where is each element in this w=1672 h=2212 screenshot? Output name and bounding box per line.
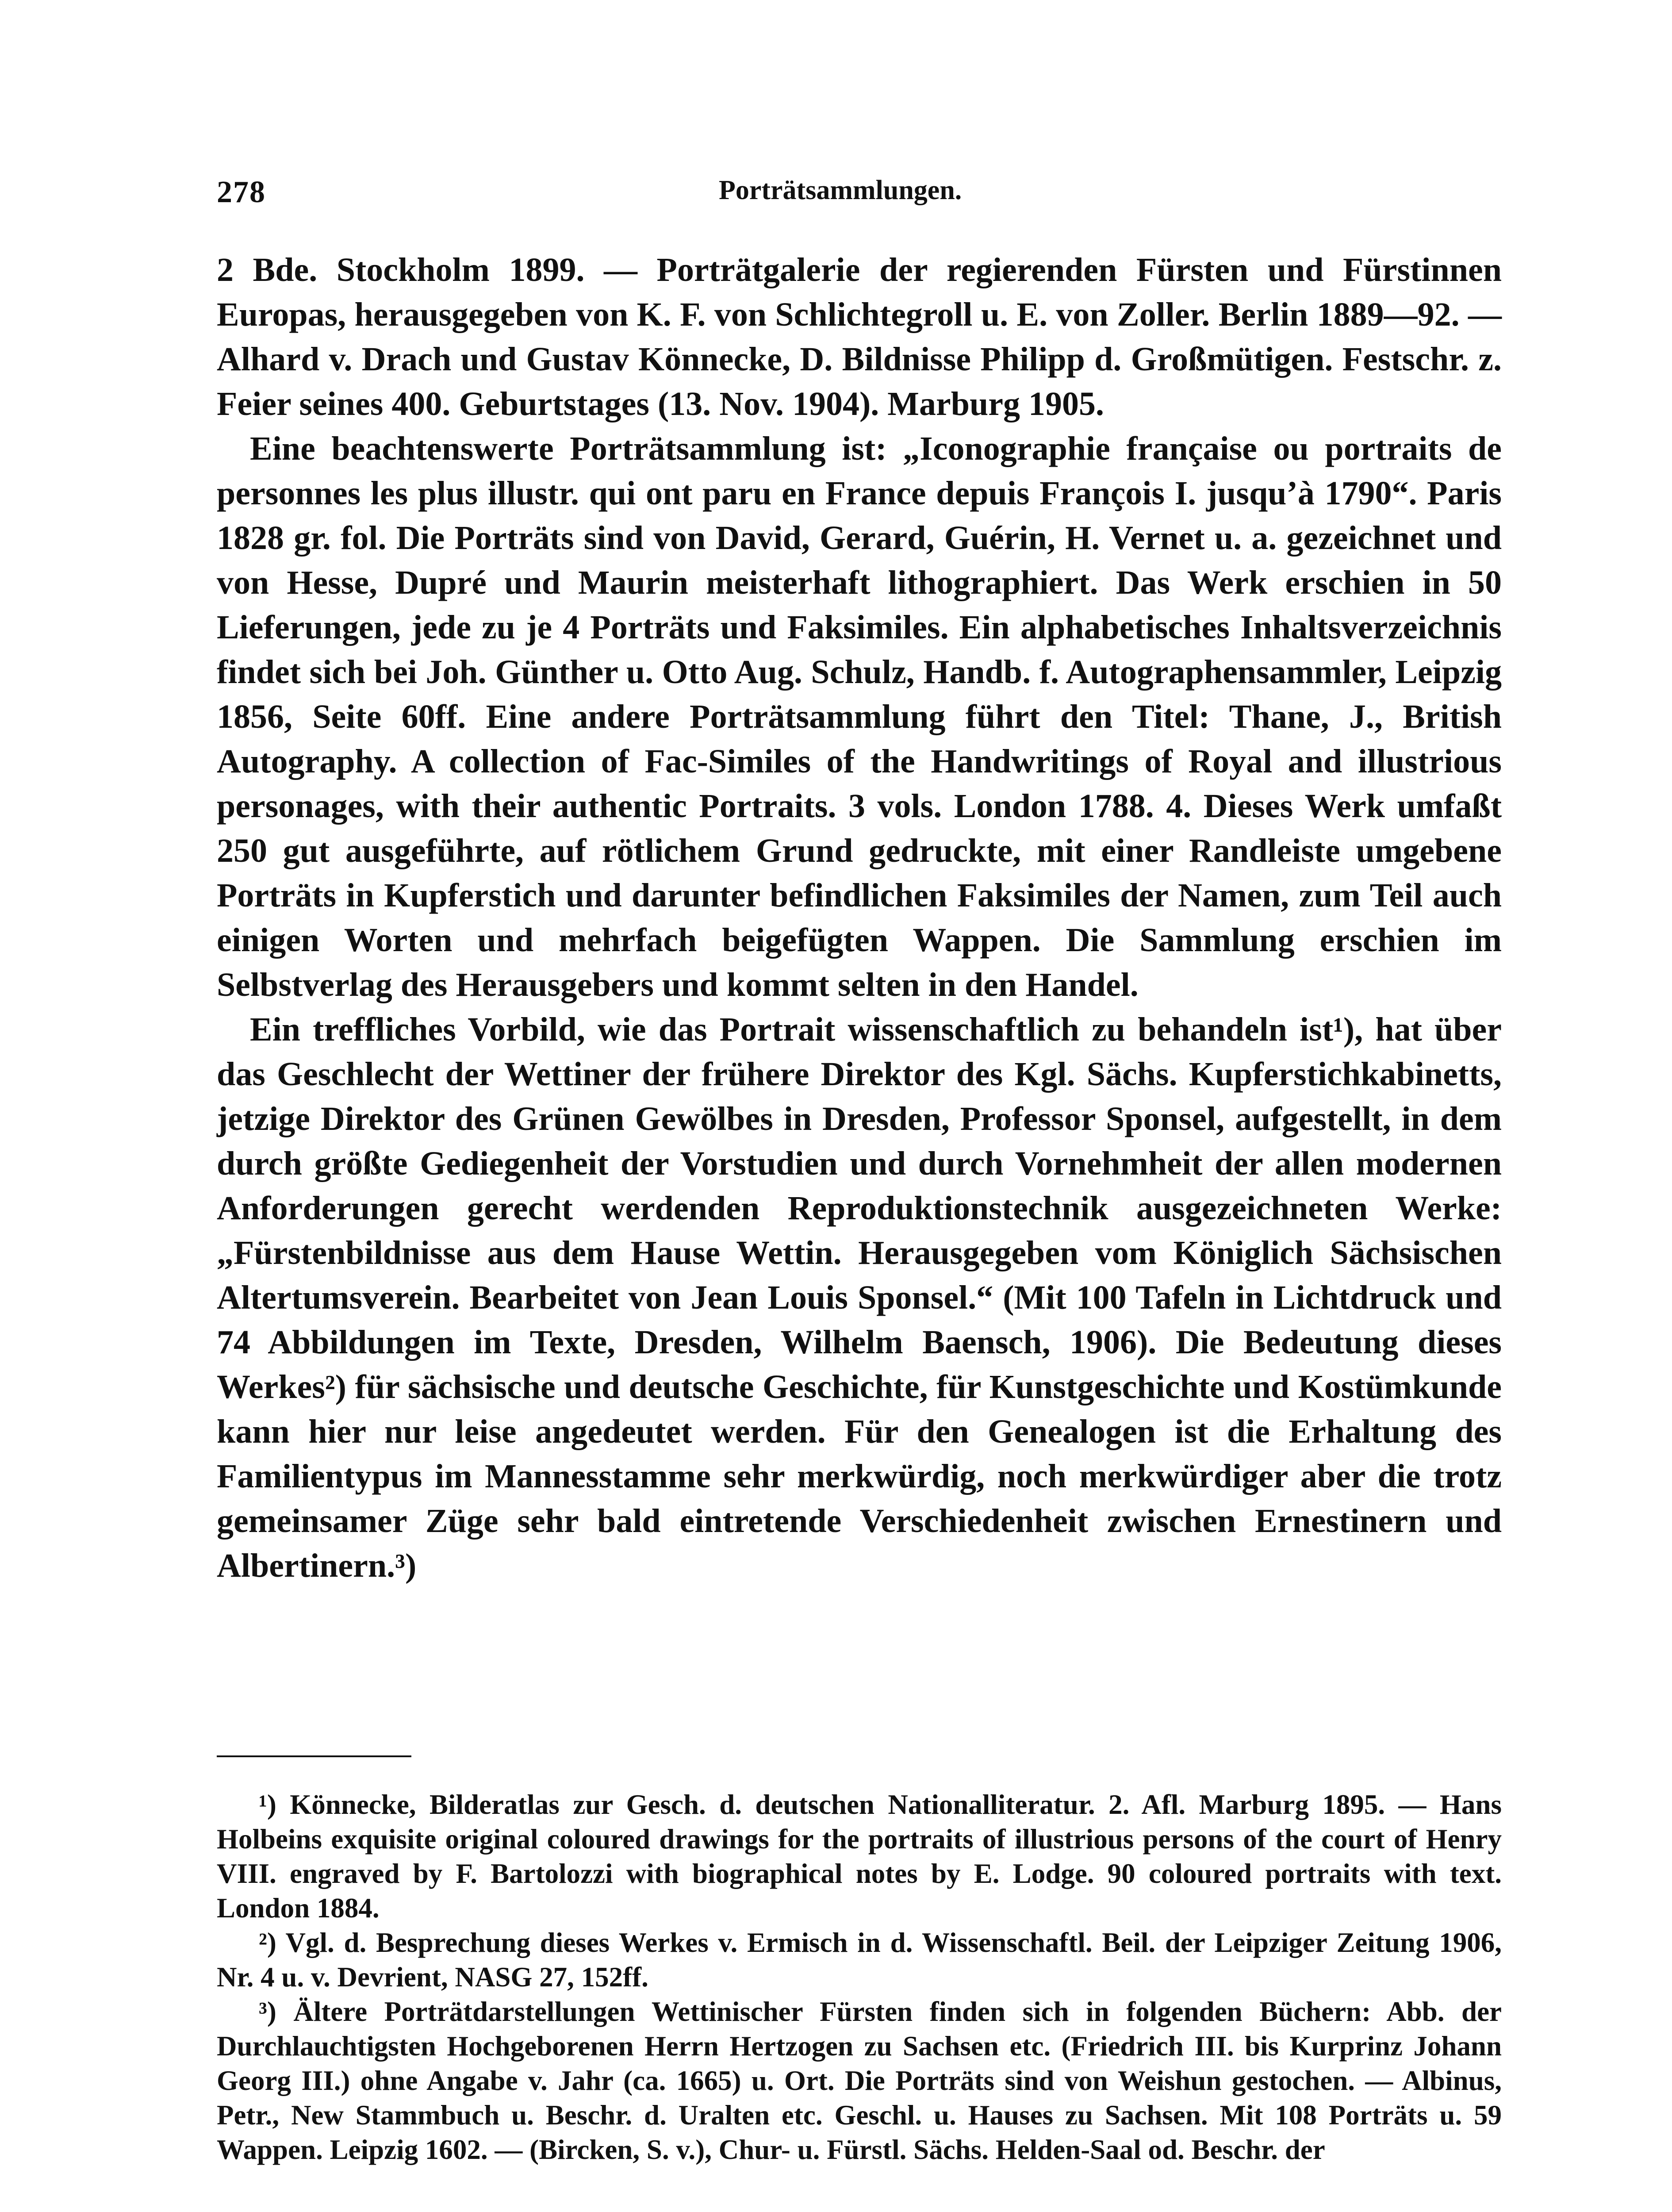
page-number: 278	[217, 175, 266, 209]
page-header	[217, 175, 1502, 210]
footnote: ³) Ältere Porträtdarstellungen Wettinischer Fürsten finden sich in folgenden Büchern: Abb. der Durchlauchtigsten Hochgeborenen Herrn Hertzogen zu Sachsen etc. (Friedrich III. bis Kurprinz Johann Georg III.) ohne Angabe v. Jahr (ca. 1665) u. Ort. Die Porträts sind von Weishun gestochen. — Albinus, Petr., New Stammbuch u. Beschr. d. Uralten etc. Geschl. u. Hauses zu Sachsen. Mit 108 Porträts u. 59 Wappen. Leipzig 1602. — (Bircken, S. v.), Chur- u. Fürstl. Sächs. Helden-Saal od. Beschr. der	[217, 1996, 1502, 2165]
main-text	[217, 248, 1502, 1588]
paragraph: Ein treffliches Vorbild, wie das Portrait wissenschaftlich zu behandeln ist¹), hat über das Geschlecht der Wettiner der frühere Direktor des Kgl. Sächs. Kupferstichkabinetts, jetzige Direktor des Grünen Gewölbes in Dresden, Professor Sponsel, aufgestellt, in dem durch größte Gediegenheit der Vorstudien und durch Vornehmheit der allen modernen Anforderungen gerecht werdenden Reproduktionstechnik ausgezeichneten Werke: „Fürstenbildnisse aus dem Hause Wettin. Herausgegeben vom Königlich Sächsischen Altertumsverein. Bearbeitet von Jean Louis Sponsel.“ (Mit 100 Tafeln in Lichtdruck und 74 Abbildungen im Texte, Dresden, Wilhelm Baensch, 1906). Die Bedeutung dieses Werkes²) für sächsische und deutsche Geschichte, für Kunstgeschichte und Kostümkunde kann hier nur leise angedeutet werden. Für den Genealogen ist die Erhaltung des Familientypus im Mannesstamme sehr merkwürdig, noch merkwürdiger aber die trotz gemeinsamer Züge sehr bald eintretende Verschiedenheit zwischen Ernestinern und Albertinern.³)	[217, 1011, 1502, 1584]
running-title: Porträtsammlungen.	[719, 175, 962, 205]
footnote: ¹) Könnecke, Bilderatlas zur Gesch. d. deutschen Nationalliteratur. 2. Afl. Marburg 1895. — Hans Holbeins exquisite original coloured drawings for the portraits of illustrious persons of the court of Henry VIII. engraved by F. Bartolozzi with biographical notes by E. Lodge. 90 coloured portraits with text. London 1884.	[217, 1789, 1502, 1924]
paragraph: 2 Bde. Stockholm 1899. — Porträtgalerie der regierenden Fürsten und Fürstinnen Europas, herausgegeben von K. F. von Schlichtegroll u. E. von Zoller. Berlin 1889—92. — Alhard v. Drach und Gustav Könnecke, D. Bildnisse Philipp d. Großmütigen. Festschr. z. Feier seines 400. Geburtstages (13. Nov. 1904). Marburg 1905.	[217, 251, 1502, 422]
paragraph: Eine beachtenswerte Porträtsammlung ist: „Iconographie française ou portraits de personnes les plus illustr. qui ont paru en France depuis François I. jusqu’à 1790“. Paris 1828 gr. fol. Die Porträts sind von David, Gerard, Guérin, H. Vernet u. a. gezeichnet und von Hesse, Dupré und Maurin meisterhaft lithographiert. Das Werk erschien in 50 Lieferungen, jede zu je 4 Porträts und Faksimiles. Ein alphabetisches Inhaltsverzeichnis findet sich bei Joh. Günther u. Otto Aug. Schulz, Handb. f. Autographensammler, Leipzig 1856, Seite 60ff. Eine andere Porträtsammlung führt den Titel: Thane, J., British Autography. A collection of Fac-Similes of the Handwritings of Royal and illustrious personages, with their authentic Portraits. 3 vols. London 1788. 4. Dieses Werk umfaßt 250 gut ausgeführte, auf rötlichem Grund gedruckte, mit einer Randleiste umgebene Porträts in Kupferstich und darunter befindlichen Faksimiles der Namen, zum Teil auch einigen Worten und mehrfach beigefügten Wappen. Die Sammlung erschien im Selbstverlag des Herausgebers und kommt selten in den Handel.	[217, 430, 1502, 1003]
footnote-separator	[217, 1755, 411, 1757]
footnote: ²) Vgl. d. Besprechung dieses Werkes v. Ermisch in d. Wissenschaftl. Beil. der Leipziger Zeitung 1906, Nr. 4 u. v. Devrient, NASG 27, 152ff.	[217, 1927, 1502, 1993]
footnotes	[217, 1787, 1502, 2167]
